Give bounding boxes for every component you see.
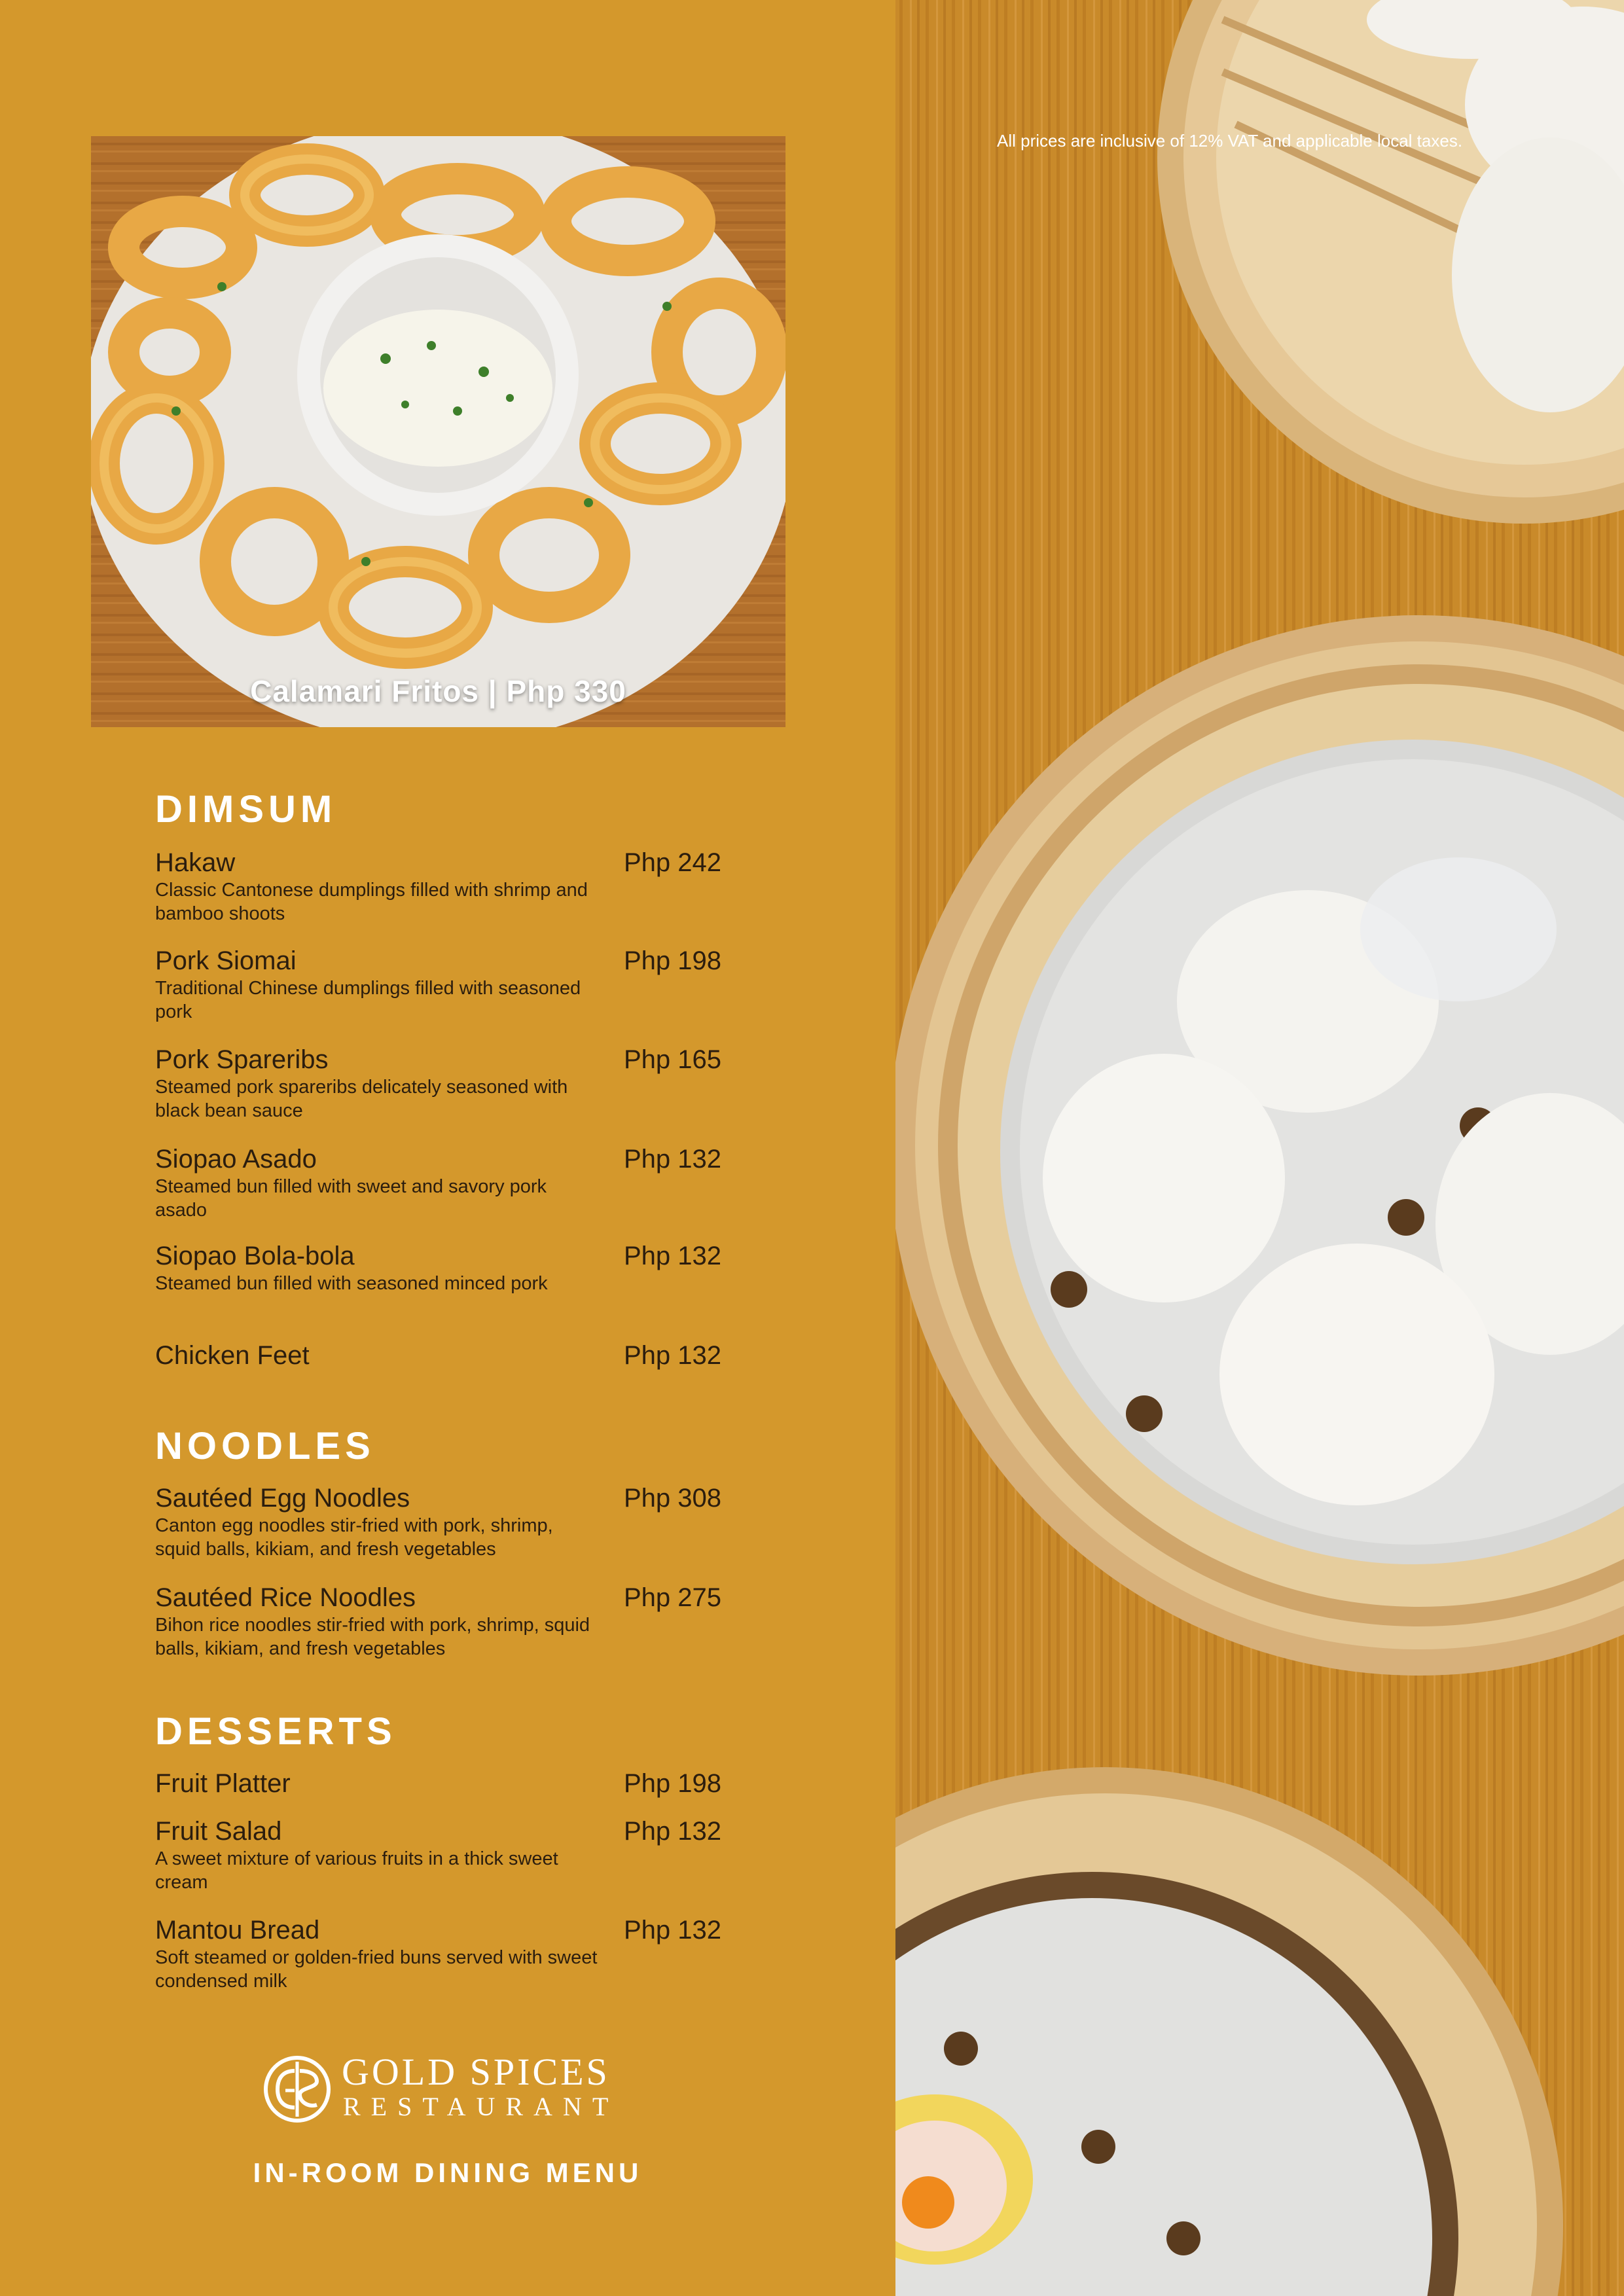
menu-item [155, 1768, 721, 1799]
dimsum-photo-panel [895, 0, 1624, 2296]
item-desc: Canton egg noodles stir-fried with pork, shrimp, squid balls, kikiam, and fresh vegetables [155, 1515, 553, 1560]
item-price: Php 275 [623, 1583, 721, 1612]
vat-note: All prices are inclusive of 12% VAT and applicable local taxes. [997, 131, 1463, 151]
item-name: Pork Spareribs [155, 1045, 329, 1074]
menu-item [155, 847, 721, 925]
menu-item [155, 1340, 721, 1371]
section-desserts [155, 1710, 721, 1992]
calamari-photo [91, 136, 785, 727]
brand-name: GOLD SPICES [342, 2051, 610, 2093]
item-desc: A sweet mixture of various fruits in a thick sweet cream [155, 1848, 558, 1893]
item-price: Php 132 [623, 1817, 721, 1846]
menu-item [155, 1240, 721, 1295]
item-price: Php 132 [623, 1341, 721, 1370]
brand-sub: RESTAURANT [343, 2092, 619, 2121]
menu-item [155, 1582, 721, 1660]
item-price: Php 198 [623, 1769, 721, 1798]
dimsum-steamers-image [895, 0, 1624, 2296]
item-desc: Traditional Chinese dumplings filled with seasoned pork [155, 978, 581, 1022]
item-desc: Soft steamed or golden-fried buns served with sweet condensed milk [155, 1947, 598, 1992]
item-price: Php 165 [623, 1045, 721, 1074]
item-name: Hakaw [155, 848, 236, 877]
item-name: Fruit Platter [155, 1769, 291, 1798]
section-noodles [155, 1425, 721, 1659]
item-name: Sautéed Rice Noodles [155, 1583, 416, 1612]
hero-caption: Calamari Fritos | Php 330 [250, 674, 626, 708]
item-name: Mantou Bread [155, 1916, 320, 1945]
item-name: Fruit Salad [155, 1817, 282, 1846]
item-price: Php 132 [623, 1916, 721, 1945]
item-price: Php 198 [623, 946, 721, 975]
gs-monogram-icon [262, 2054, 333, 2125]
item-name: Siopao Bola-bola [155, 1242, 355, 1270]
section-title: DESSERTS [155, 1710, 397, 1753]
item-price: Php 308 [623, 1484, 721, 1513]
item-name: Pork Siomai [155, 946, 297, 975]
item-desc: Steamed pork spareribs delicately seasoned with black bean sauce [155, 1077, 568, 1121]
item-desc: Steamed bun filled with seasoned minced pork [155, 1273, 548, 1294]
section-title: DIMSUM [155, 788, 337, 831]
item-desc: Classic Cantonese dumplings filled with shrimp and bamboo shoots [155, 880, 588, 924]
item-name: Chicken Feet [155, 1341, 310, 1370]
menu-item [155, 945, 721, 1024]
item-name: Sautéed Egg Noodles [155, 1484, 410, 1513]
item-name: Siopao Asado [155, 1145, 317, 1174]
menu-label: IN-ROOM DINING MENU [253, 2157, 643, 2188]
item-desc: Steamed bun filled with sweet and savory pork asado [155, 1176, 547, 1221]
item-desc: Bihon rice noodles stir-fried with pork, shrimp, squid balls, kikiam, and fresh vegetables [155, 1615, 590, 1659]
menu-item [155, 1816, 721, 1894]
menu-item [155, 1482, 721, 1561]
calamari-image [91, 136, 785, 727]
menu-item [155, 1914, 721, 1993]
item-price: Php 132 [623, 1145, 721, 1174]
item-price: Php 242 [623, 848, 721, 877]
menu-item [155, 1044, 721, 1122]
menu-item [155, 1143, 721, 1222]
restaurant-logo [262, 2051, 628, 2130]
section-dimsum [155, 788, 721, 1370]
item-price: Php 132 [623, 1242, 721, 1270]
section-title: NOODLES [155, 1425, 375, 1467]
